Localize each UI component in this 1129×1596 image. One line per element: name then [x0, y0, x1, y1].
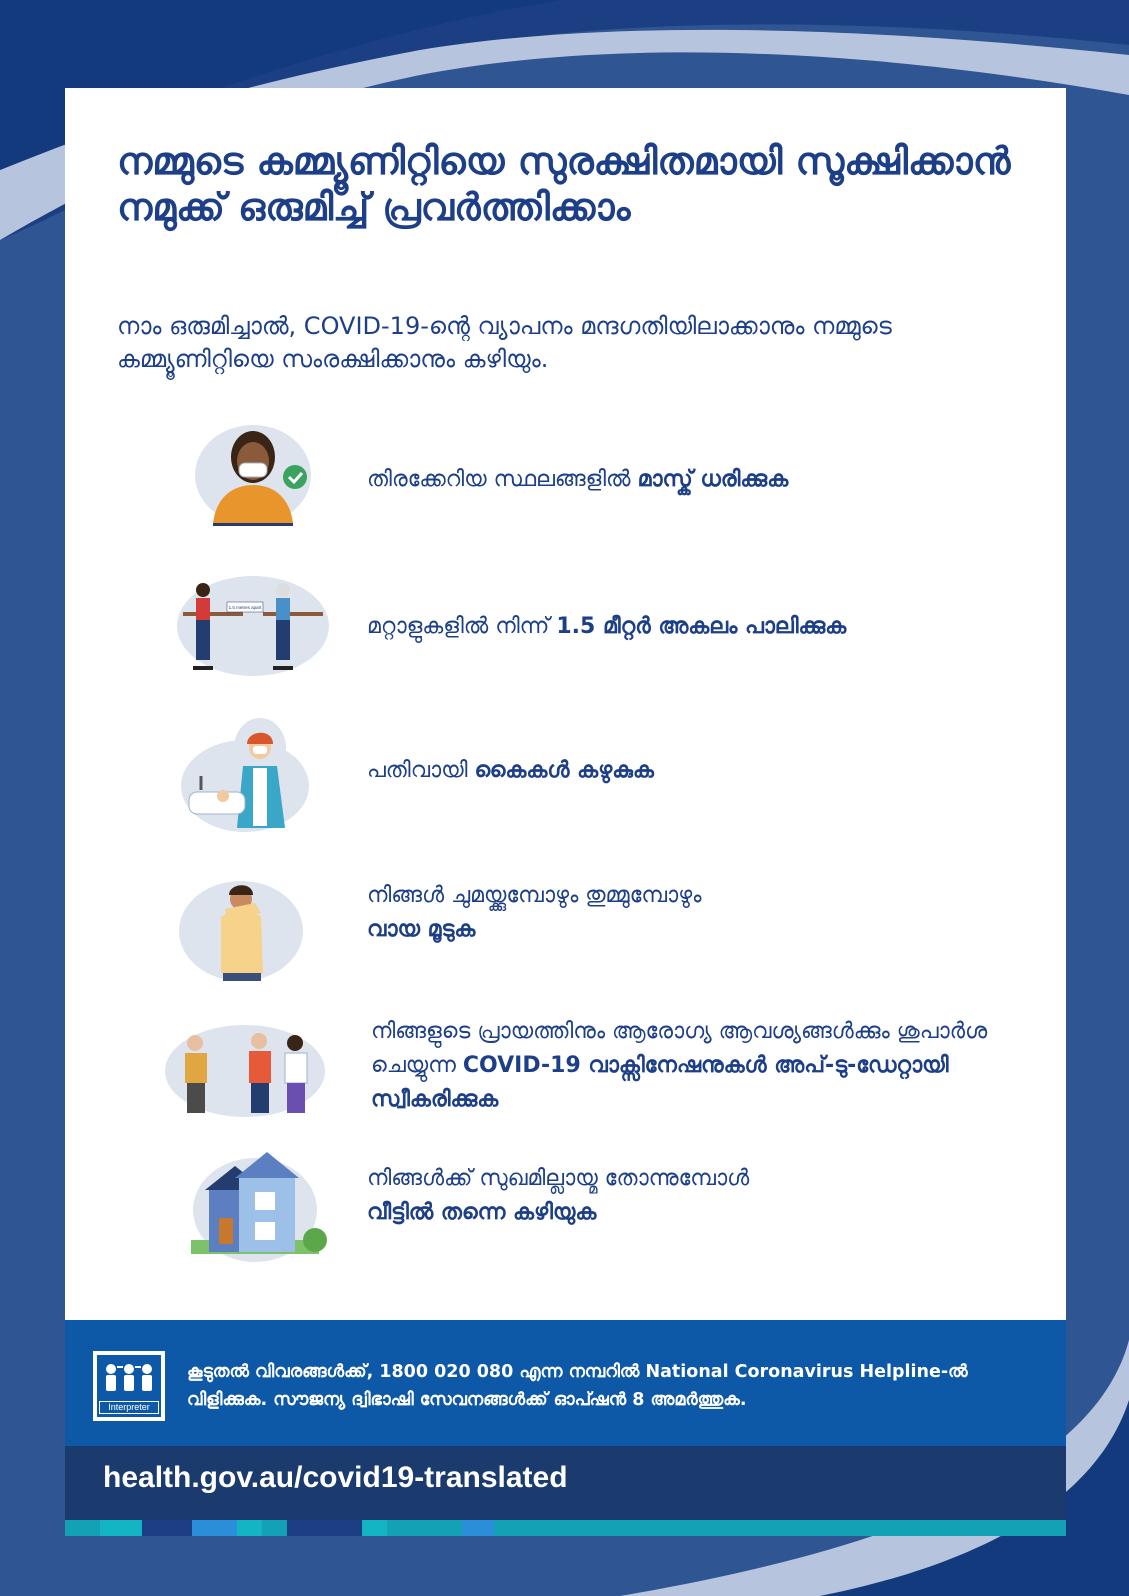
advice-text-stayhome: നിങ്ങൾക്ക് സുഖമില്ലായ്മ തോന്നുമ്പോൾ വീട്ടിൽ തന്നെ കഴിയുക	[367, 1166, 750, 1225]
house-icon	[165, 1148, 345, 1268]
url-banner	[65, 1446, 1066, 1520]
distancing-icon	[165, 568, 345, 688]
cough-cover-icon	[165, 873, 345, 993]
advice-text-handwash: പതിവായി കൈകൾ കഴുകുക	[367, 758, 654, 783]
distance-label: 1.5 metres apart	[228, 605, 262, 610]
interpreter-logo	[93, 1351, 165, 1421]
masked-woman-icon	[165, 423, 345, 543]
page-subtitle: നാം ഒരുമിച്ചാൽ, COVID-19-ന്റെ വ്യാപനം മന്ദഗതിയിലാക്കാനും നമ്മുടെ കമ്മ്യൂണിറ്റിയെ സംരക്ഷിക്കാനും കഴിയും.	[117, 312, 892, 373]
advice-text-vaccine: നിങ്ങളുടെ പ്രായത്തിനും ആരോഗ്യ ആവശ്യങ്ങൾക്കും ശുപാർശ ചെയ്യുന്ന COVID-19 വാക്സിനേഷനുകൾ അപ്-ടു-ഡേറ്റായി സ്വീകരിക്കുക	[371, 1019, 988, 1112]
helpline-text: കൂടുതൽ വിവരങ്ങൾക്ക്, 1800 020 080 എന്ന നമ്പറിൽ National Coronavirus Helpline-ൽ വിളിക്കുക. സൗജന്യ ദ്വിഭാഷി സേവനങ്ങൾക്ക് ഓപ്ഷൻ 8 അമർത്തുക.	[187, 1362, 968, 1410]
advice-text-cough: നിങ്ങൾ ചുമയ്ക്കുമ്പോഴും തുമ്മുമ്പോഴും വായ മൂടുക	[367, 883, 702, 942]
handwashing-icon	[165, 716, 345, 836]
content-card	[65, 88, 1066, 1320]
advice-text-mask: തിരക്കേറിയ സ്ഥലങ്ങളിൽ മാസ്ക് ധരിക്കുക	[367, 467, 789, 492]
color-stripe	[65, 1520, 1066, 1536]
interpreter-people-icon	[97, 1355, 161, 1399]
interpreter-label: Interpreter	[99, 1401, 159, 1414]
helpline-banner	[65, 1320, 1066, 1446]
advice-text-distance: മറ്റാളുകളിൽ നിന്ന് 1.5 മീറ്റർ അകലം പാലിക്കുക	[367, 614, 847, 639]
website-link[interactable]: health.gov.au/covid19-translated	[103, 1461, 568, 1494]
page-title: നമ്മുടെ കമ്മ്യൂണിറ്റിയെ സുരക്ഷിതമായി സൂക്ഷിക്കാൻ നമുക്ക് ഒരുമിച്ച് പ്രവർത്തിക്കാം	[117, 139, 1011, 229]
vaccination-icon	[165, 1013, 345, 1133]
